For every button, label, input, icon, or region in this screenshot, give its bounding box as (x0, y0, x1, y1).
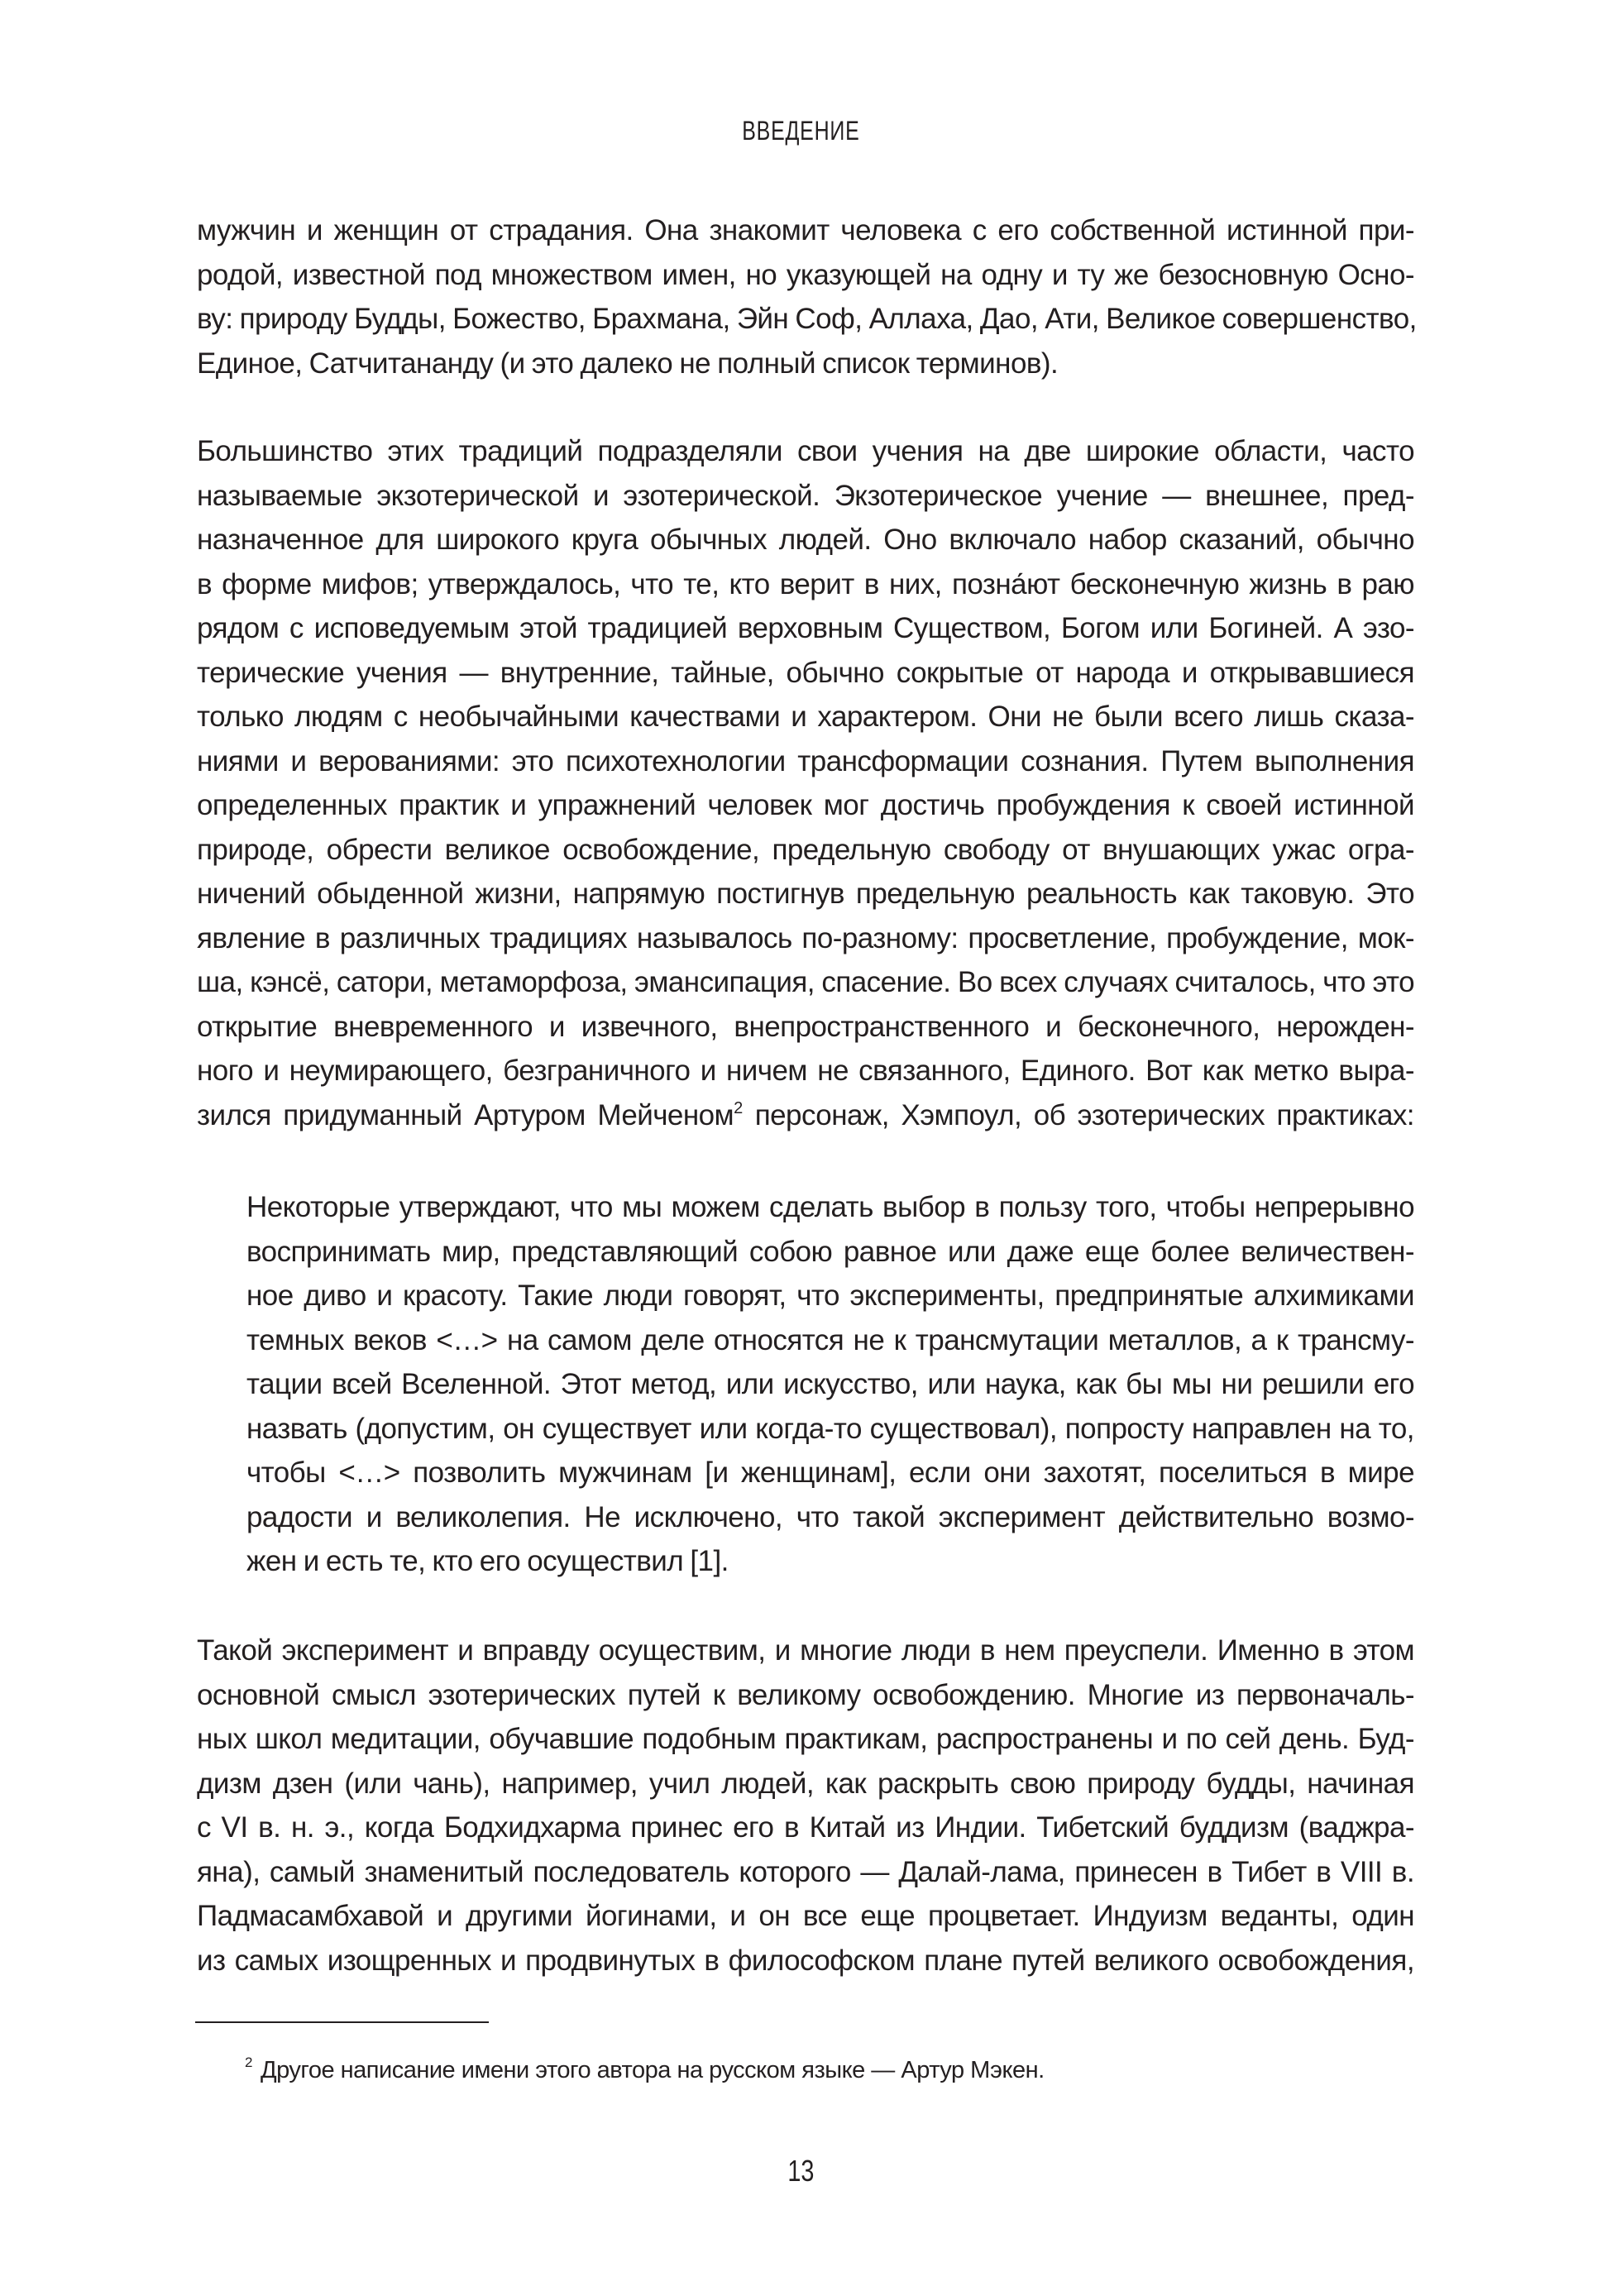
quote-line: радости и великолепия. Не исключено, что такой эксперимент действительно возмо- (246, 1500, 1414, 1533)
text-line: основной смысл эзотерических путей к великому освобождению. Многие из первоначаль- (197, 1678, 1414, 1711)
text-fragment: персонаж, Хэмпоул, об эзотерических практиках: (743, 1098, 1414, 1131)
text-line: родой, известной под множеством имен, но указующей на одну и ту же безосновную Осно- (197, 258, 1414, 291)
footnote-text: Другое написание имени этого автора на русском языке — Артур Мэкен. (260, 2057, 1045, 2083)
text-line: яна), самый знаменитый последователь которого — Далай-лама, принесен в Тибет в VIII в. (197, 1855, 1414, 1888)
text-line: называемые экзотерической и эзотерической. Экзотерическое учение — внешнее, пред- (197, 479, 1414, 512)
quote-line: назвать (допустим, он существует или когда-то существовал), попросту направлен на то, (246, 1412, 1414, 1445)
quote-line: тации всей Вселенной. Этот метод, или искусство, или наука, как бы мы ни решили его (246, 1368, 1414, 1400)
text-line: только людям с необычайными качествами и характером. Они не были всего лишь сказа- (197, 701, 1414, 733)
footnote (245, 2046, 1045, 2087)
text-line: ных школ медитации, обучавшие подобным практикам, распространены и по сей день. Буд- (197, 1723, 1414, 1755)
quote-line: Некоторые утверждают, что мы можем сделать выбор в пользу того, чтобы непрерывно (246, 1191, 1414, 1223)
footnote-separator (195, 2021, 489, 2023)
text-line: назначенное для широкого круга обычных людей. Оно включало набор сказаний, обычно (197, 524, 1414, 556)
block-quote (246, 1185, 1414, 1584)
text-line: Единое, Сатчитананду (и это далеко не полный список терминов). (197, 347, 1059, 380)
paragraph-2 (197, 429, 1414, 1137)
text-line: ниями и верованиями: это психотехнологии трансформации сознания. Путем выполнения (197, 744, 1414, 777)
quote-line: воспринимать мир, представляющий собою равное или даже еще более величествен- (246, 1235, 1414, 1268)
text-fragment: зился придуманный Артуром Мейченом (197, 1098, 734, 1131)
text-line: в форме мифов; утверждалось, что те, кто верит в них, позна́ют бесконечную жизнь в раю (197, 567, 1414, 600)
text-line: терические учения — внутренние, тайные, обычно сокрытые от народа и открывавшиеся (197, 656, 1414, 689)
footnote-marker: 2 (245, 2054, 252, 2070)
text-line: ша, кэнсё, сатори, метаморфоза, эмансипация, спасение. Во всех случаях считалось, что это (197, 966, 1414, 998)
text-line: открытие вневременного и извечного, внепространственного и бесконечного, нерожден- (197, 1010, 1414, 1043)
paragraph-1 (197, 208, 1417, 385)
paragraph-3 (197, 1629, 1414, 1983)
text-line-with-footnote-ref (197, 1093, 1414, 1138)
text-line: ву: природу Будды, Божество, Брахмана, Эйн Соф, Аллаха, Дао, Ати, Великое совершенство, (197, 303, 1417, 335)
text-line: рядом с исповедуемым этой традицией верховным Существом, Богом или Богиней. А эзо- (197, 612, 1414, 644)
text-line: Такой эксперимент и вправду осуществим, и многие люди в нем преуспели. Именно в этом (197, 1634, 1414, 1667)
quote-line: темных веков <…> на самом деле относятся не к трансмутации металлов, а к трансму- (246, 1323, 1414, 1356)
footnote-reference[interactable]: 2 (734, 1098, 744, 1117)
text-line: Большинство этих традиций подразделяли свои учения на две широкие области, часто (197, 435, 1414, 467)
text-line: с VI в. н. э., когда Бодхидхарма принес его в Китай из Индии. Тибетский буддизм (ваджра- (197, 1811, 1414, 1844)
running-header: ВВЕДЕНИЕ (742, 116, 860, 146)
text-line: ничений обыденной жизни, напрямую постигнув предельную реальность как таковую. Это (197, 878, 1414, 910)
text-line: ного и неумирающего, безграничного и ничем не связанного, Единого. Вот как метко выра- (197, 1055, 1414, 1087)
quote-line: чтобы <…> позволить мужчинам [и женщинам], если они захотят, поселиться в мире (246, 1457, 1414, 1489)
text-line: мужчин и женщин от страдания. Она знакомит человека с его собственной истинной при- (197, 214, 1414, 246)
text-line: природе, обрести великое освобождение, предельную свободу от внушающих ужас огра- (197, 833, 1414, 866)
text-line: дизм дзен (или чань), например, учил людей, как раскрыть свою природу будды, начиная (197, 1767, 1414, 1800)
page-number: 13 (787, 2154, 815, 2188)
quote-line: жен и есть те, кто его осуществил [1]. (246, 1545, 729, 1577)
text-line: Падмасамбхавой и другими йогинами, и он все еще процветает. Индуизм веданты, один (197, 1900, 1414, 1932)
text-line: определенных практик и упражнений человек мог достичь пробуждения к своей истинной (197, 789, 1414, 821)
quote-line: ное диво и красоту. Такие люди говорят, что эксперименты, предпринятые алхимиками (246, 1280, 1414, 1312)
text-line: из самых изощренных и продвинутых в философском плане путей великого освобождения, (197, 1944, 1414, 1977)
text-line: явление в различных традициях называлось по-разному: просветление, пробуждение, мок- (197, 921, 1414, 954)
